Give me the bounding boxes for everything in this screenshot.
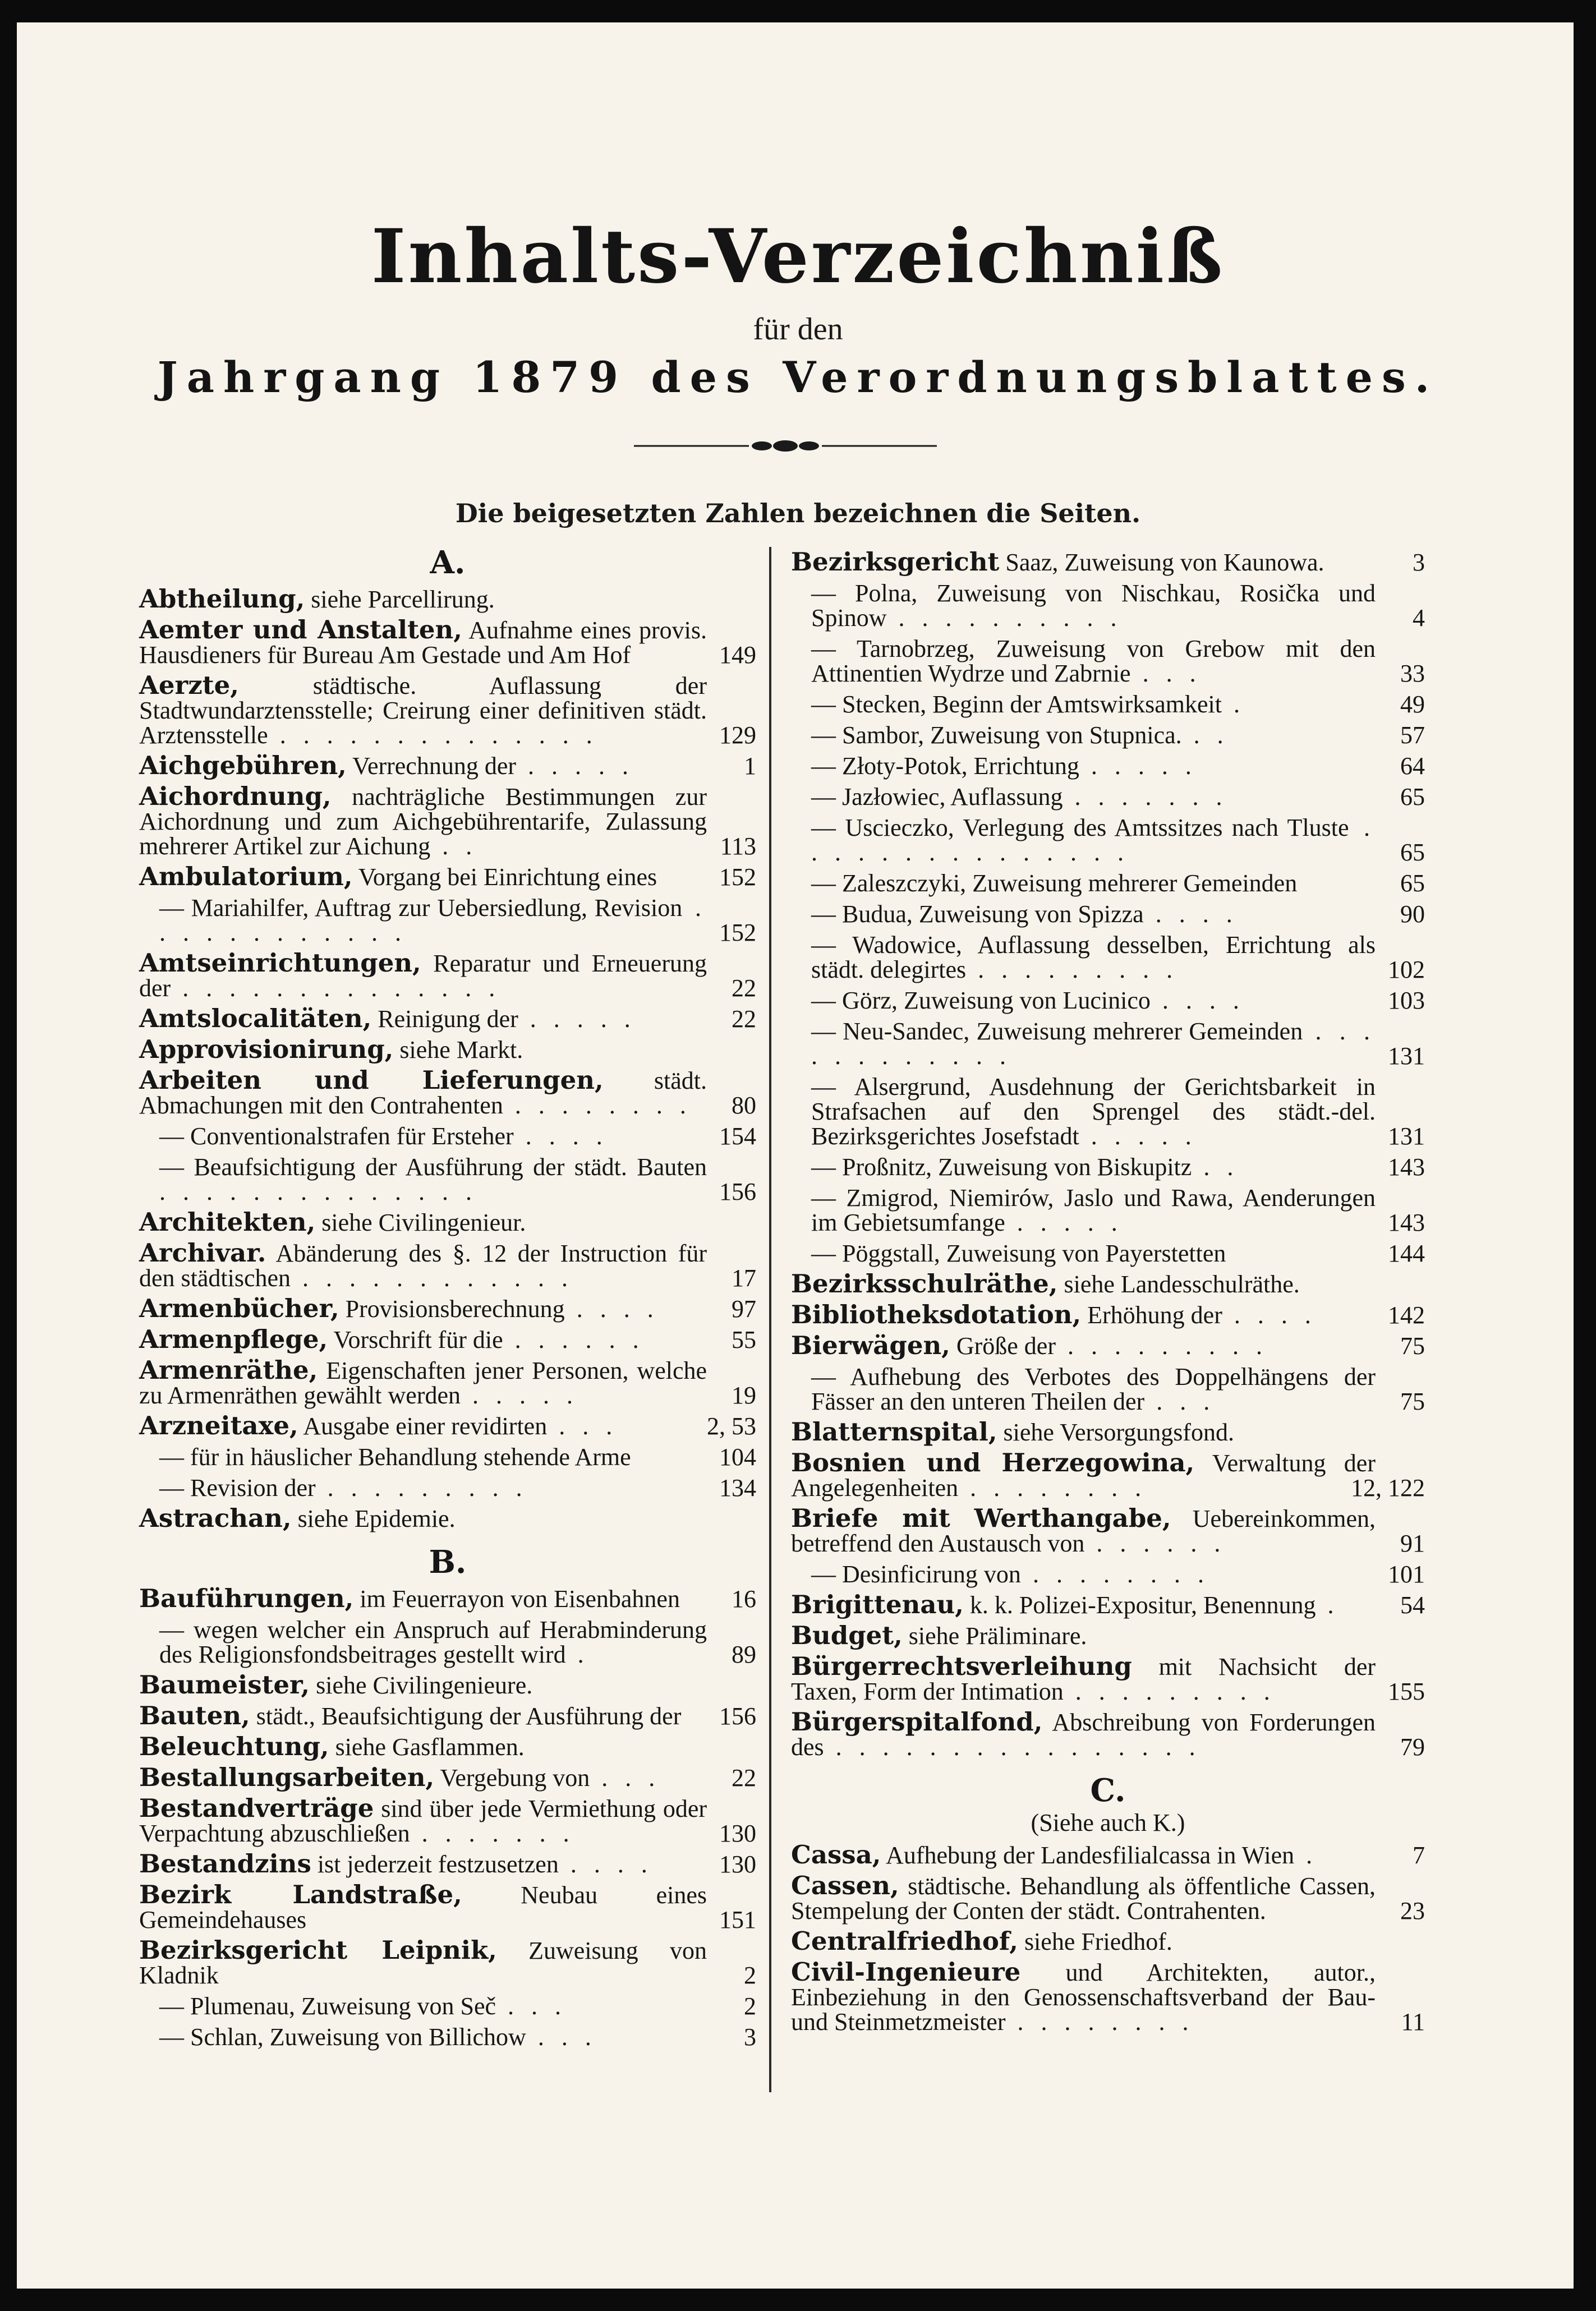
entry-head: Bosnien und Herzegowina, [791, 1448, 1195, 1477]
entry-page: 75 [1400, 1388, 1425, 1415]
entry-text: nachträgliche Bestimmungen zur Aichordnung und zum Aichgebührentarife, Zulassung mehrerer Artikel zur Aichung [139, 783, 707, 860]
entry-page: 3 [744, 2023, 756, 2051]
entry-page: 129 [719, 721, 756, 749]
entry-head: Arzneitaxe, [139, 1411, 298, 1440]
entry-text: — Stecken, Beginn der Amtswirksamkeit [811, 690, 1222, 718]
entry-leader: . . . . . . . [410, 1820, 575, 1847]
index-entry [139, 1355, 756, 1409]
index-entry [139, 1238, 756, 1292]
entry-text: städt., Beaufsichtigung der Ausführung der [250, 1702, 682, 1730]
index-entry [791, 692, 1425, 717]
section-b-continued-list [791, 547, 1425, 1761]
entry-head: Cassa, [791, 1840, 881, 1870]
entry-head: Bauführungen, [139, 1583, 354, 1613]
index-entry [139, 1293, 756, 1323]
entry-leader: . . . . . . . . [958, 1474, 1147, 1502]
entry-text: — Mariahilfer, Auftrag zur Uebersiedlung, Revision [159, 894, 683, 922]
entry-page: 55 [732, 1326, 756, 1354]
index-entry [139, 1411, 756, 1440]
index-entry [791, 1651, 1425, 1705]
entry-text: — Zmigrod, Niemirów, Jaslo und Rawa, Aenderungen im Gebietsumfange [811, 1184, 1376, 1236]
entry-leader: . . . . . [1079, 752, 1197, 780]
section-letter-c: C. [1090, 1772, 1126, 1809]
entry-head: Bestallungsarbeiten, [139, 1762, 435, 1792]
index-entry [791, 1333, 1425, 1359]
entry-page: 2 [744, 1962, 756, 1989]
entry-text: k. k. Polizei-Expositur, Benennung [963, 1591, 1316, 1619]
entry-leader: . . . [496, 1992, 567, 2020]
entry-head: Beleuchtung, [139, 1732, 329, 1761]
entry-page: 49 [1400, 690, 1425, 718]
entry-text: — Proßnitz, Zuweisung von Biskupitz [811, 1153, 1192, 1181]
index-entry [791, 581, 1425, 630]
entry-text: — für in häuslicher Behandlung stehende Arme [159, 1443, 631, 1471]
entry-leader: . . . . . . . . . . . . . . [268, 721, 598, 749]
index-entry [139, 1034, 756, 1064]
entry-leader: . . . . . [1079, 1122, 1197, 1150]
index-entry [139, 1849, 756, 1879]
entry-page: 2 [744, 1992, 756, 2020]
entry-leader: . . . . [564, 1295, 659, 1323]
subtitle-for: für den [753, 312, 843, 347]
entry-page: 4 [1413, 604, 1425, 632]
right-column [791, 544, 1425, 2034]
entry-text: Erhöhung der [1081, 1301, 1222, 1329]
entry-leader: . . [430, 832, 478, 860]
ornament-divider-icon [634, 438, 937, 454]
section-letter-b: B. [429, 1544, 467, 1581]
entry-page: 101 [1388, 1560, 1425, 1588]
entry-text: siehe Parcellirung. [305, 586, 495, 613]
entry-head: Aemter und Anstalten, [139, 615, 462, 644]
index-entry [139, 864, 756, 890]
section-c-note: (Siehe auch K.) [1031, 1809, 1185, 1836]
entry-page: 91 [1400, 1530, 1425, 1557]
entry-text: Eigenschaften jener Personen, welche zu Armenräthen gewählt werden [139, 1357, 707, 1409]
index-entry [139, 1617, 756, 1667]
entry-page: 17 [732, 1264, 756, 1292]
index-entry [139, 1207, 756, 1237]
index-entry [791, 1707, 1425, 1761]
entry-page: 142 [1388, 1301, 1425, 1329]
entry-page: 130 [719, 1850, 756, 1878]
entry-text: Reparatur und Erneuerung der [139, 950, 707, 1002]
entry-page: 103 [1388, 987, 1425, 1014]
entry-page: 11 [1401, 2008, 1425, 2036]
entry-leader: . [1222, 690, 1245, 718]
index-entry [139, 2024, 756, 2050]
entry-leader: . . . [526, 2023, 597, 2051]
entry-page: 3 [1413, 549, 1425, 576]
index-entry [791, 871, 1425, 896]
entry-leader: . . . . [1222, 1301, 1317, 1329]
entry-text: — wegen welcher ein Anspruch auf Herabminderung des Religionsfondsbeitrages gestellt wird [159, 1616, 707, 1668]
index-entry [139, 1503, 756, 1533]
entry-page: 143 [1388, 1209, 1425, 1236]
entry-text: Saaz, Zuweisung von Kaunowa. [999, 549, 1324, 576]
entry-text: — Sambor, Zuweisung von Stupnica. [811, 721, 1182, 749]
entry-leader: . . . . . . . . [1005, 2008, 1194, 2036]
entry-text: Vorgang bei Einrichtung eines [352, 863, 657, 891]
index-entry [791, 722, 1425, 748]
entry-head: Blatternspital, [791, 1417, 997, 1447]
entry-text: siehe Civilingenieur. [315, 1209, 526, 1236]
entry-head: Bierwägen, [791, 1331, 950, 1360]
entry-text: siehe Markt. [393, 1036, 523, 1064]
index-entry [139, 1994, 756, 2019]
entry-leader: . . . . . . . [1063, 783, 1228, 811]
entry-page: 12, 122 [1351, 1474, 1425, 1502]
index-entry [139, 1154, 756, 1204]
index-entry [791, 815, 1425, 865]
entry-leader: . . . . . . . . . . . . . . [171, 974, 501, 1002]
entry-text: Uebereinkommen, betreffend den Austausch von [791, 1505, 1376, 1557]
entry-leader: . . . . . . [1084, 1530, 1226, 1557]
entry-page: 144 [1388, 1240, 1425, 1267]
section-c-list [791, 1840, 1425, 2036]
index-entry [791, 988, 1425, 1013]
index-entry [791, 1154, 1425, 1180]
entry-text: — Jazłowiec, Auflassung [811, 783, 1063, 811]
entry-head: Astrachan, [139, 1503, 292, 1533]
entry-text: mit Nachsicht der Taxen, Form der Intimation [791, 1653, 1376, 1705]
entry-leader: . . . . . . . . . . . . . . . . [824, 1733, 1201, 1761]
index-entry [791, 1873, 1425, 1923]
entry-page: 113 [720, 832, 756, 860]
entry-head: Amtslocalitäten, [139, 1003, 372, 1033]
entry-head: Budget, [791, 1621, 903, 1650]
entry-head: Briefe mit Werthangabe, [791, 1503, 1171, 1533]
entry-page: 134 [719, 1474, 756, 1502]
entry-leader: . . . . [1150, 987, 1245, 1014]
entry-text: — Conventionalstrafen für Ersteher [159, 1122, 514, 1150]
index-entry [791, 784, 1425, 809]
index-entry [791, 1926, 1425, 1956]
index-entry [791, 1562, 1425, 1587]
entry-page: 7 [1413, 1842, 1425, 1869]
index-entry [791, 901, 1425, 927]
entry-page: 152 [719, 863, 756, 891]
entry-page: 156 [719, 1702, 756, 1730]
entry-text: Neubau eines Gemeindehauses [139, 1881, 707, 1933]
page-title: Inhalts-Verzeichniß [371, 213, 1225, 300]
index-entry [139, 584, 756, 614]
index-entry [791, 1592, 1425, 1618]
index-entry [791, 1503, 1425, 1557]
index-entry [139, 948, 756, 1002]
entry-head: Bürgerspitalfond, [791, 1707, 1043, 1737]
index-entry [139, 1701, 756, 1730]
entry-text: städt. Abmachungen mit den Contrahenten [139, 1067, 707, 1119]
index-entry [791, 1241, 1425, 1266]
entry-head: Abtheilung, [139, 584, 305, 614]
entry-page: 80 [732, 1092, 756, 1119]
entry-text: — Revision der [159, 1474, 316, 1502]
entry-leader: . . . . . . [503, 1326, 645, 1354]
entry-text: — Plumenau, Zuweisung von Seč [159, 1992, 496, 2020]
entry-page: 154 [719, 1122, 756, 1150]
entry-page: 22 [732, 974, 756, 1002]
index-entry [139, 1670, 756, 1700]
entry-text: und Architekten, autor., Einbeziehung in den Genossenschaftsverband der Bau- und Steinmetzmeister [791, 1959, 1376, 2036]
entry-text: siehe Civilingenieure. [310, 1672, 533, 1699]
entry-text: Vorschrift für die [328, 1326, 503, 1354]
section-letter-a: A. [430, 544, 466, 581]
entry-page: 33 [1400, 660, 1425, 687]
entry-text: Abschreibung von Forderungen des [791, 1709, 1376, 1761]
entry-page: 2, 53 [707, 1412, 756, 1440]
index-entry [791, 932, 1425, 982]
entry-head: Amtseinrichtungen, [139, 948, 421, 978]
entry-page: 97 [732, 1295, 756, 1323]
entry-text: Ausgabe einer revidirten [298, 1412, 548, 1440]
entry-head: Bezirk Landstraße, [139, 1880, 462, 1909]
index-entry [791, 1269, 1425, 1299]
entry-page: 19 [732, 1382, 756, 1409]
page-note: Die beigesetzten Zahlen bezeichnen die Seiten. [455, 498, 1141, 528]
entry-leader: . . . . . . . . . . [886, 604, 1123, 632]
index-entry [139, 1324, 756, 1354]
entry-leader: . . . . . [518, 1005, 636, 1033]
entry-text: im Feuerrayon von Eisenbahnen [353, 1585, 680, 1613]
entry-page: 65 [1400, 839, 1425, 866]
entry-leader: . . . . . [516, 752, 634, 780]
entry-head: Ambulatorium, [139, 862, 353, 891]
entry-text: — Aufhebung des Verbotes des Doppelhängens der Fässer an den unteren Theilen der [811, 1363, 1376, 1415]
entry-text: städtische. Behandlung als öffentliche Cassen, Stempelung der Conten der städt. Contrahenten. [791, 1872, 1376, 1925]
index-entry [791, 636, 1425, 686]
entry-head: Arbeiten und Lieferungen, [139, 1065, 604, 1095]
entry-leader: . . . . . . . . . [1063, 1678, 1276, 1705]
index-entry [139, 1065, 756, 1119]
entry-text: ist jederzeit festzusetzen [311, 1850, 559, 1878]
entry-text: — Budua, Zuweisung von Spizza [811, 900, 1144, 928]
entry-text: — Desinficirung von [811, 1560, 1021, 1588]
entry-head: Bezirksgericht Leipnik, [139, 1935, 497, 1965]
entry-page: 102 [1388, 956, 1425, 983]
entry-text: — Görz, Zuweisung von Lucinico [811, 987, 1151, 1014]
entry-page: 65 [1400, 783, 1425, 811]
entry-leader: . . [1192, 1153, 1239, 1181]
entry-head: Architekten, [139, 1207, 316, 1237]
entry-leader: . [565, 1641, 590, 1668]
entry-text: — Beaufsichtigung der Ausführung der städt. Bauten [159, 1153, 707, 1181]
entry-page: 131 [1388, 1042, 1425, 1070]
entry-text: städtische. Auflassung der Stadtwundarztensstelle; Creirung einer definitiven städt. Arztensstelle [139, 672, 707, 749]
entry-text: — Polna, Zuweisung von Nischkau, Rosička und Spinow [811, 579, 1376, 632]
entry-page: 23 [1400, 1897, 1425, 1925]
entry-page: 155 [1388, 1678, 1425, 1705]
index-entry [139, 1935, 756, 1989]
index-entry [139, 1124, 756, 1149]
entry-text: — Alsergrund, Ausdehnung der Gerichtsbarkeit in Strafsachen auf den Sprengel des städt.-del. Bezirksgerichtes Josefstadt [811, 1073, 1376, 1150]
entry-page: 143 [1388, 1153, 1425, 1181]
entry-head: Bezirksgericht [791, 547, 1000, 577]
entry-leader: . . . . . . . . . [1055, 1332, 1268, 1360]
entry-leader: . . . . . . . . . . . . . . . [811, 814, 1376, 866]
left-column [139, 544, 756, 2050]
entry-head: Armenpflege, [139, 1324, 328, 1354]
index-entry [791, 1448, 1425, 1502]
entry-text: — Tarnobrzeg, Zuweisung von Grebow mit den Attinentien Wydrze und Zabrnie [811, 635, 1376, 687]
entry-text: — Wadowice, Auflassung desselben, Errichtung als städt. delegirtes [811, 931, 1376, 983]
entry-text: sind über jede Vermiethung oder Verpachtung abzuschließen [139, 1795, 707, 1847]
entry-text: Verrechnung der [346, 752, 517, 780]
index-entry [791, 1185, 1425, 1235]
entry-head: Bürgerrechtsverleihung [791, 1651, 1132, 1681]
entry-leader: . . . [547, 1412, 618, 1440]
entry-leader: . [1316, 1591, 1340, 1619]
entry-text: — Neu-Sandec, Zuweisung mehrerer Gemeinden [811, 1018, 1303, 1045]
entry-leader: . [1294, 1842, 1318, 1869]
index-entry [791, 1623, 1425, 1649]
index-entry [139, 1444, 756, 1470]
entry-head: Armenräthe, [139, 1355, 318, 1385]
entry-text: siehe Gasflammen. [329, 1733, 525, 1761]
entry-text: — Pöggstall, Zuweisung von Payerstetten [811, 1240, 1226, 1267]
entry-text: — Schlan, Zuweisung von Billichow [159, 2023, 526, 2051]
section-a-list [139, 584, 756, 1533]
entry-page: 151 [719, 1906, 756, 1933]
entry-text: Zuweisung von Kladnik [139, 1937, 707, 1989]
entry-text: siehe Epidemie. [291, 1505, 456, 1532]
entry-text: Verwaltung der Angelegenheiten [791, 1449, 1376, 1502]
index-entry [791, 1019, 1425, 1069]
entry-page: 75 [1400, 1332, 1425, 1360]
entry-head: Aichgebühren, [139, 751, 347, 780]
entry-page: 1 [744, 752, 756, 780]
index-entry [139, 895, 756, 945]
index-entry [139, 1475, 756, 1500]
entry-leader: . . . [590, 1764, 661, 1792]
entry-head: Bestandverträge [139, 1793, 374, 1823]
index-entry [139, 1762, 756, 1792]
entry-leader: . . . . . . . . . . . . [159, 894, 707, 946]
index-entry [139, 1003, 756, 1033]
entry-text: — Zaleszczyki, Zuweisung mehrerer Gemeinden [811, 869, 1298, 897]
entry-leader: . . . [1130, 660, 1202, 687]
entry-leader: . . . . [513, 1122, 608, 1150]
entry-head: Archivar. [139, 1238, 266, 1268]
entry-head: Bauten, [139, 1701, 250, 1730]
entry-page: 152 [719, 919, 756, 946]
entry-page: 89 [732, 1641, 756, 1668]
entry-head: Bezirksschulräthe, [791, 1269, 1058, 1299]
entry-leader: . . . . [1143, 900, 1238, 928]
entry-text: Provisionsberechnung [339, 1295, 565, 1323]
entry-head: Aerzte, [139, 670, 239, 700]
entry-leader: . . . . . . . . . [966, 956, 1179, 983]
index-entry [791, 1417, 1425, 1447]
index-entry [791, 547, 1425, 577]
index-entry [139, 615, 756, 669]
index-entry [139, 753, 756, 779]
entry-leader: . . . . . . . . [1020, 1560, 1209, 1588]
index-entry [139, 1734, 756, 1760]
entry-leader: . . . . . . . . [503, 1092, 692, 1119]
entry-page: 156 [719, 1178, 756, 1205]
index-entry [139, 781, 756, 860]
entry-text: Reinigung der [371, 1005, 518, 1033]
entry-page: 104 [719, 1443, 756, 1471]
entry-text: Aufnahme eines provis. Hausdieners für Bureau Am Gestade und Am Hof [139, 616, 707, 669]
entry-head: Baumeister, [139, 1670, 310, 1700]
index-entry [791, 1840, 1425, 1870]
entry-leader: . . . . . [461, 1382, 578, 1409]
entry-leader: . . [1181, 721, 1229, 749]
index-entry [139, 1793, 756, 1847]
entry-text: Vergebung von [434, 1764, 590, 1792]
entry-text: Aufhebung der Landesfilialcassa in Wien [881, 1842, 1295, 1869]
entry-page: 90 [1400, 900, 1425, 928]
entry-page: 149 [719, 641, 756, 669]
entry-leader: . . . [1144, 1388, 1216, 1415]
entry-page: 65 [1400, 869, 1425, 897]
entry-text: Größe der [950, 1332, 1056, 1360]
entry-head: Aichordnung, [139, 781, 332, 811]
entry-page: 64 [1400, 752, 1425, 780]
column-divider [769, 547, 771, 2092]
section-b-list [139, 1583, 756, 2051]
index-entry [791, 1074, 1425, 1149]
entry-leader: . . . . . . . . . . . . . . [159, 1178, 477, 1205]
entry-head: Civil-Ingenieure [791, 1957, 1021, 1987]
entry-head: Approvisionirung, [139, 1034, 394, 1064]
entry-text: Abänderung des §. 12 der Instruction für den städtischen [139, 1240, 707, 1292]
entry-text: siehe Präliminare. [902, 1622, 1087, 1650]
entry-text: — Złoty-Potok, Errichtung [811, 752, 1079, 780]
index-entry [791, 753, 1425, 779]
entry-head: Brigittenau, [791, 1590, 964, 1619]
entry-head: Bestandzins [139, 1849, 311, 1879]
entry-page: 22 [732, 1005, 756, 1033]
entry-page: 79 [1400, 1733, 1425, 1761]
index-entry [791, 1302, 1425, 1328]
entry-head: Cassen, [791, 1871, 899, 1900]
entry-page: 16 [732, 1585, 756, 1613]
entry-leader: . . . . [558, 1850, 653, 1878]
entry-leader: . . . . . . . . . . . . [811, 1018, 1376, 1070]
entry-leader: . . . . . [1005, 1209, 1123, 1236]
entry-page: 22 [732, 1764, 756, 1792]
subtitle-year: Jahrgang 1879 des Verordnungsblattes. [157, 352, 1439, 402]
entry-page: 131 [1388, 1122, 1425, 1150]
entry-head: Bibliotheksdotation, [791, 1300, 1082, 1329]
index-entry [791, 1957, 1425, 2036]
index-entry [139, 1583, 756, 1613]
entry-leader: . . . . . . . . . . . . [291, 1264, 574, 1292]
index-entry [139, 670, 756, 749]
index-entry [139, 1882, 756, 1932]
entry-text: siehe Versorgungsfond. [997, 1419, 1234, 1446]
entry-head: Centralfriedhof, [791, 1926, 1018, 1956]
index-entry [791, 1364, 1425, 1414]
entry-text: — Uscieczko, Verlegung des Amtssitzes nach Tluste [811, 814, 1349, 841]
entry-page: 57 [1400, 721, 1425, 749]
entry-page: 130 [719, 1820, 756, 1847]
entry-text: siehe Landesschulräthe. [1057, 1270, 1300, 1298]
entry-head: Armenbücher, [139, 1293, 339, 1323]
entry-leader: . . . . . . . . . [315, 1474, 528, 1502]
entry-text: siehe Friedhof. [1018, 1928, 1172, 1955]
entry-page: 54 [1400, 1591, 1425, 1619]
